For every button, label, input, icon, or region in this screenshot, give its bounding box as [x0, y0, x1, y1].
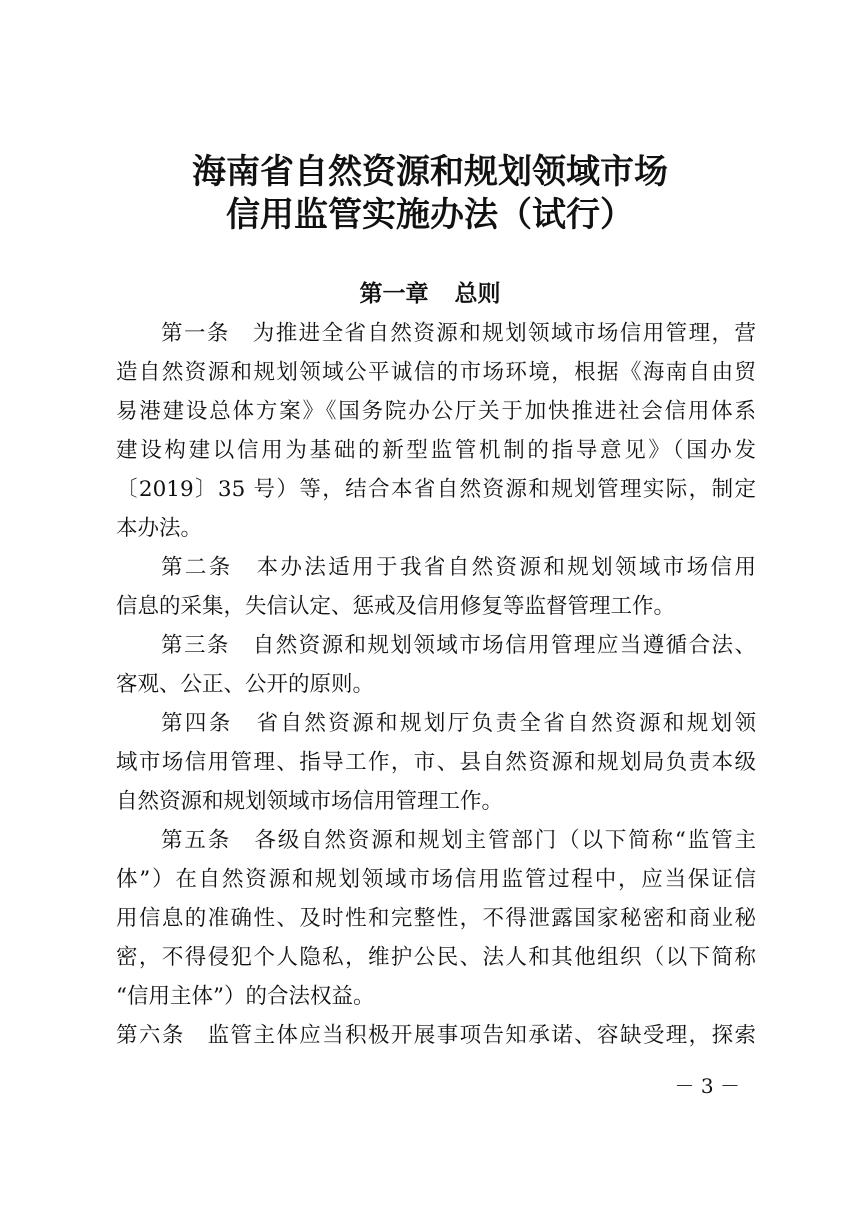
body-line: 第六条 监管主体应当积极开展事项告知承诺、容缺受理，探索 — [116, 1023, 756, 1048]
body-line: 客观、公正、公开的原则。 — [116, 672, 375, 697]
document-title-line-1: 海南省自然资源和规划领域市场 — [192, 152, 668, 192]
body-line: 本办法。 — [116, 516, 203, 541]
body-line: 〔2019〕35 号）等，结合本省自然资源和规划管理实际，制定 — [116, 477, 756, 502]
document-title-line-2: 信用监管实施办法（试行） — [226, 195, 634, 235]
body-line: 第五条 各级自然资源和规划主管部门（以下简称“监管主 — [161, 828, 756, 853]
body-line: 用信息的准确性、及时性和完整性，不得泄露国家秘密和商业秘 — [116, 906, 756, 931]
body-line: 造自然资源和规划领域公平诚信的市场环境，根据《海南自由贸 — [116, 360, 756, 385]
body-line: 密，不得侵犯个人隐私，维护公民、法人和其他组织（以下简称 — [116, 945, 756, 970]
chapter-number: 第一章 — [359, 281, 429, 307]
chapter-heading — [0, 276, 860, 312]
body-line: 信息的采集，失信认定、惩戒及信用修复等监督管理工作。 — [116, 594, 676, 619]
body-line: 第二条 本办法适用于我省自然资源和规划领域市场信用 — [161, 555, 756, 580]
body-line: 第三条 自然资源和规划领域市场信用管理应当遵循合法、 — [161, 633, 756, 658]
body-line: 第一条 为推进全省自然资源和规划领域市场信用管理，营 — [161, 321, 756, 346]
body-line: 域市场信用管理、指导工作，市、县自然资源和规划局负责本级 — [116, 750, 756, 775]
body-line: 自然资源和规划领域市场信用管理工作。 — [116, 789, 504, 814]
page-number: － 3 － — [674, 1074, 740, 1098]
body-line: 易港建设总体方案》《国务院办公厅关于加快推进社会信用体系 — [116, 399, 756, 424]
body-line: 体”）在自然资源和规划领域市场信用监管过程中，应当保证信 — [116, 867, 756, 892]
body-line: 第四条 省自然资源和规划厅负责全省自然资源和规划领 — [161, 711, 756, 736]
chapter-name: 总则 — [454, 281, 501, 307]
body-line: “信用主体”）的合法权益。 — [116, 984, 375, 1009]
body-line: 建设构建以信用为基础的新型监管机制的指导意见》（国办发 — [116, 438, 756, 463]
